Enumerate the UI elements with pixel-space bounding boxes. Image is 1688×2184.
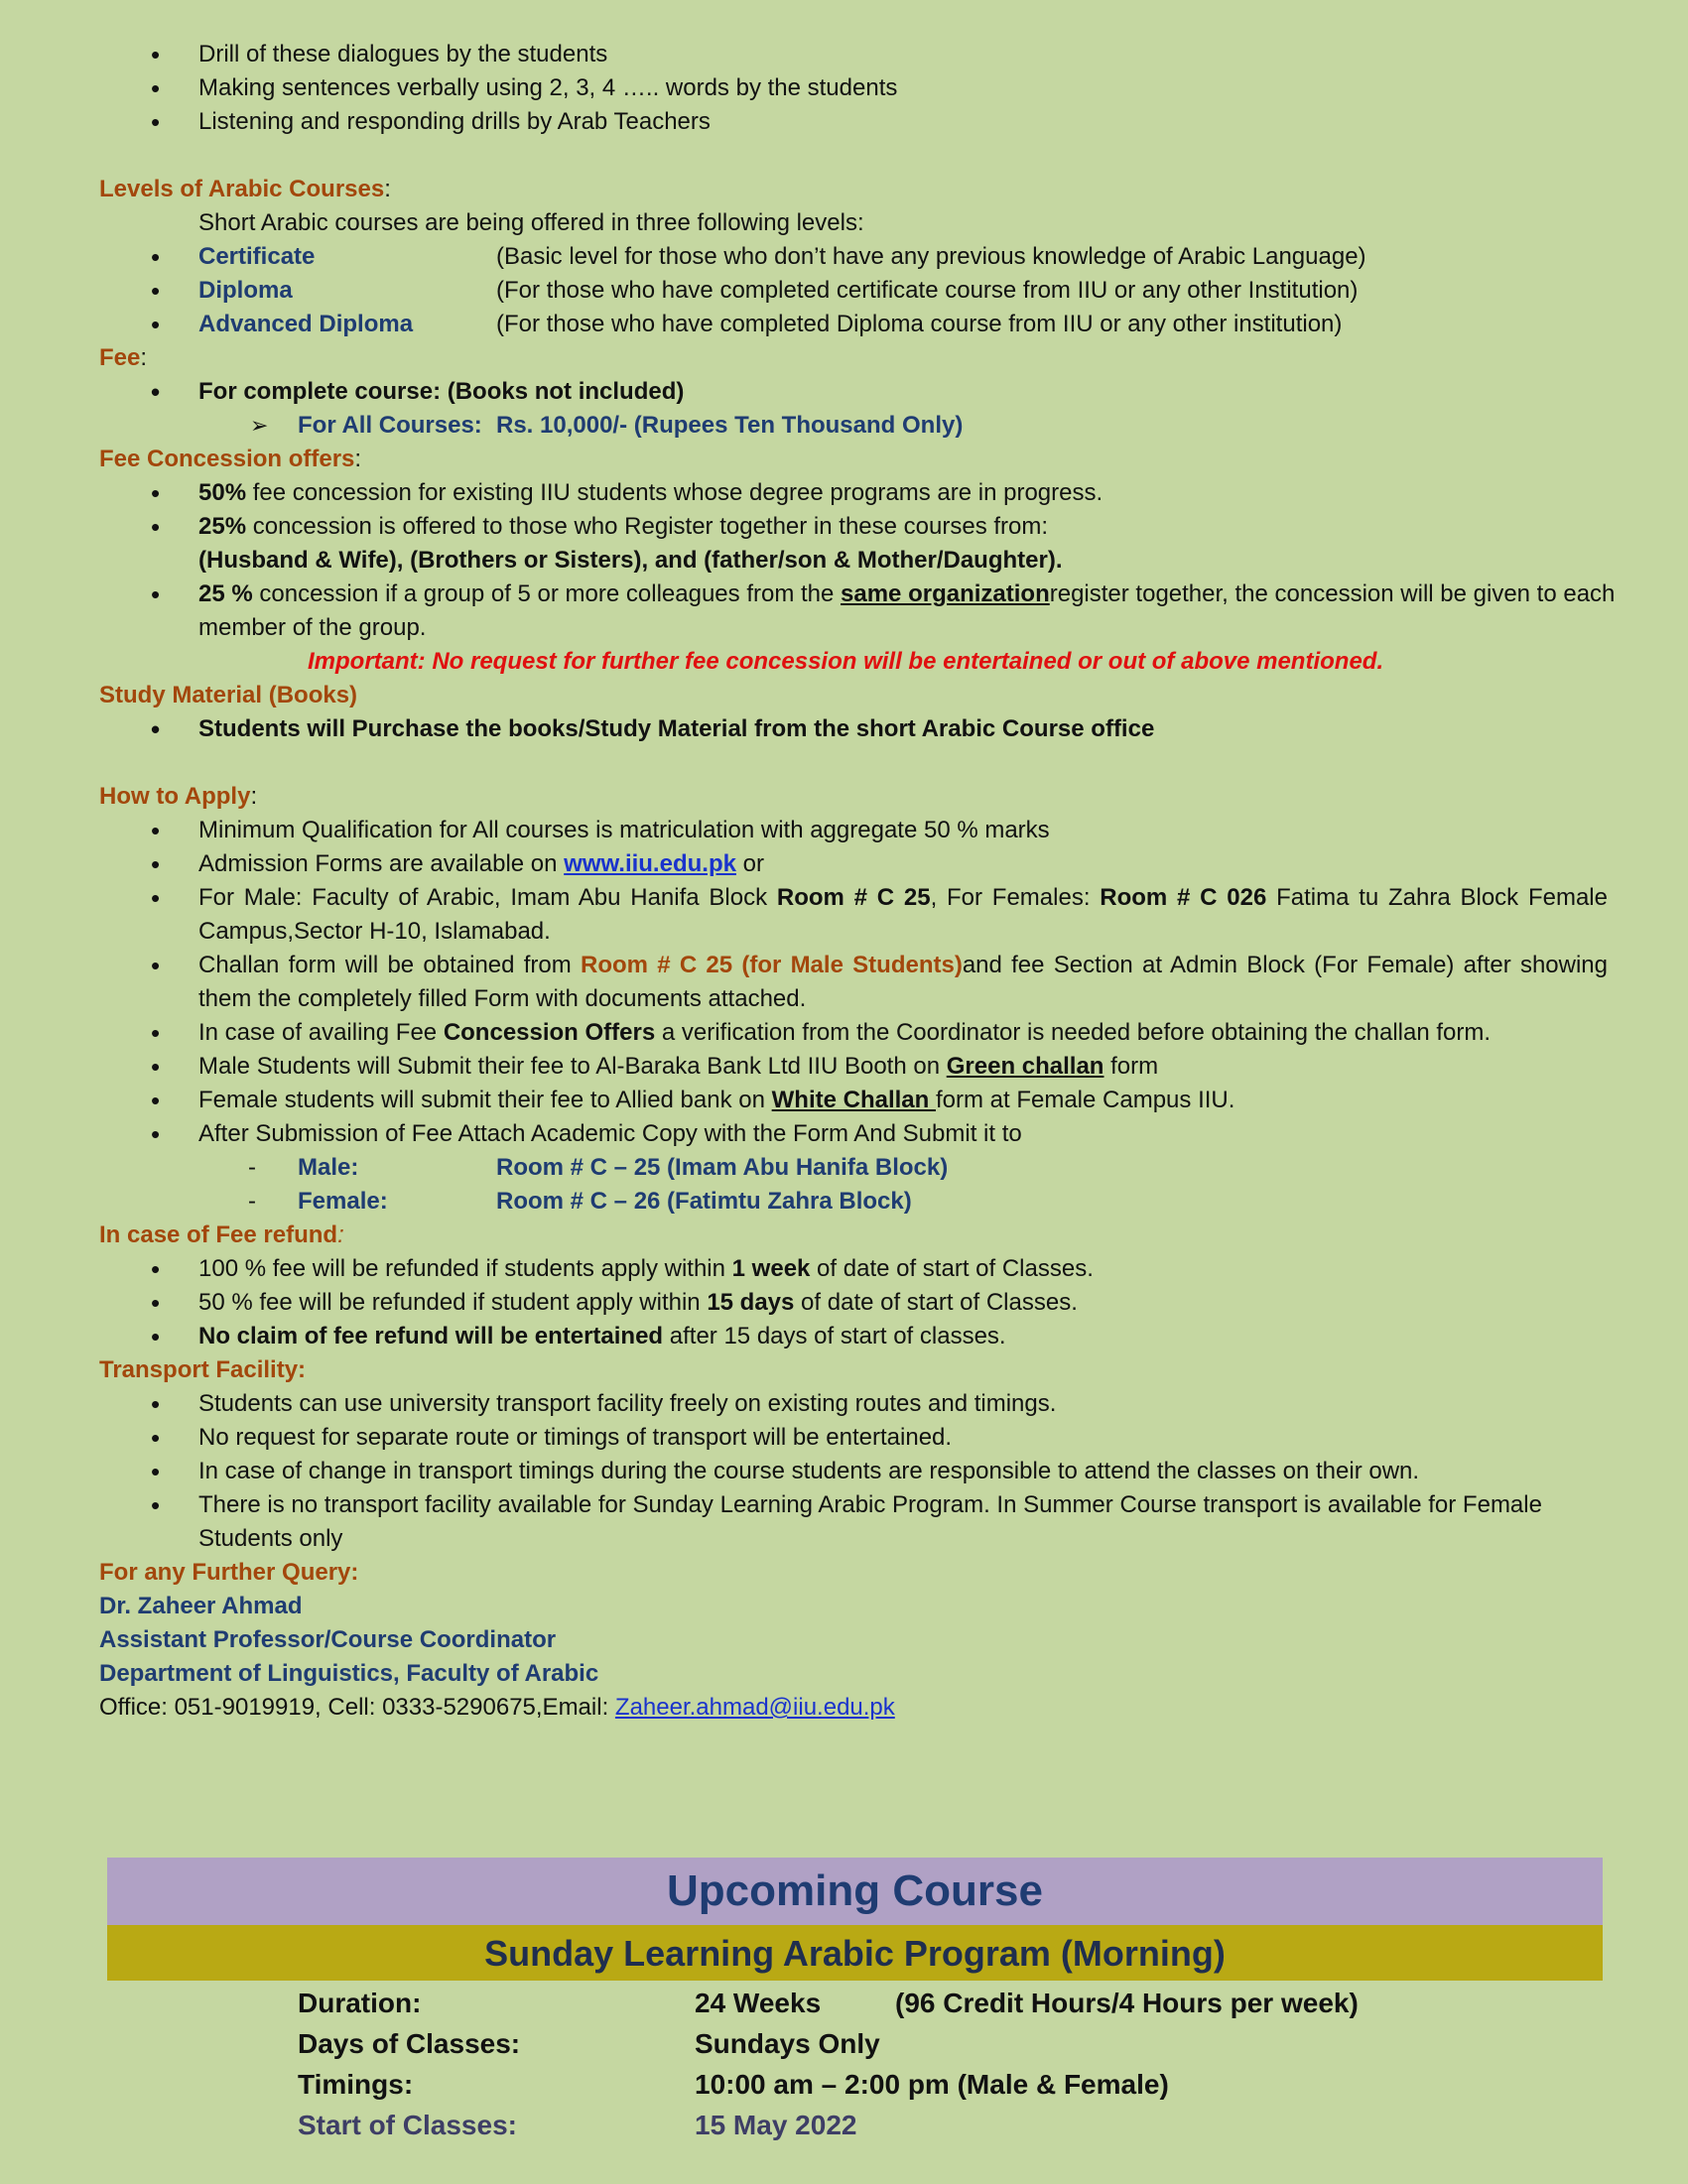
study-material-list xyxy=(99,712,1618,746)
level-item-advanced-diploma: • Advanced Diploma (For those who have completed Diploma course from IIU or any other institution) xyxy=(99,308,1618,341)
list-item: • Listening and responding drills by Arab Teachers xyxy=(99,105,1618,139)
list-item: • Female students will submit their fee to Allied bank on White Challan form at Female Campus IIU. xyxy=(99,1084,1618,1117)
concession-item: • 50% fee concession for existing IIU students whose degree programs are in progress. xyxy=(99,476,1618,510)
query-heading: For any Further Query: xyxy=(99,1559,359,1586)
refund-list xyxy=(99,1252,1618,1353)
transport-heading: Transport Facility: xyxy=(99,1356,307,1383)
transport-list xyxy=(99,1387,1618,1556)
coordinator-department: Department of Linguistics, Faculty of Arabic xyxy=(99,1660,599,1687)
list-item: • For Male: Faculty of Arabic, Imam Abu Hanifa Block Room # C 25, For Females: Room # C 026 Fatima tu Zahra Block Female Campus,Sector H-10, Islamabad. xyxy=(99,881,1618,949)
upcoming-course-banner xyxy=(107,1858,1603,1981)
submit-male: - Male: Room # C – 25 (Imam Abu Hanifa Block) xyxy=(99,1151,1618,1185)
levels-list xyxy=(99,240,1618,341)
how-to-apply-list xyxy=(99,814,1618,1219)
refund-heading: In case of Fee refund: xyxy=(99,1221,344,1248)
how-to-apply-heading: How to Apply: xyxy=(99,783,258,810)
list-item: • Challan form will be obtained from Room # C 25 (for Male Students)and fee Section at Admin Block (For Female) after showing them the completely filled Form with documents attached. xyxy=(99,949,1618,1016)
coordinator-title: Assistant Professor/Course Coordinator xyxy=(99,1626,557,1653)
upcoming-course-title: Upcoming Course xyxy=(107,1858,1603,1925)
duration-row: Duration: 24 Weeks (96 Credit Hours/4 Hours per week) xyxy=(298,1988,1359,2018)
study-material-heading: Study Material (Books) xyxy=(99,682,358,708)
list-item: • In case of change in transport timings during the course students are responsible to attend the classes on their own. xyxy=(99,1455,1618,1488)
fee-heading: Fee: xyxy=(99,344,148,371)
concession-item: • 25 % concession if a group of 5 or more colleagues from the same organizationregister together, the concession will be given to each member of the group. xyxy=(99,578,1618,645)
list-item: • 50 % fee will be refunded if student apply within 15 days of date of start of Classes. xyxy=(99,1286,1618,1320)
timings-row: Timings: 10:00 am – 2:00 pm (Male & Female) xyxy=(298,2069,1169,2100)
list-item: • Male Students will Submit their fee to Al-Baraka Bank Ltd IIU Booth on Green challan form xyxy=(99,1050,1618,1084)
course-details xyxy=(298,1983,1489,2145)
list-item: • After Submission of Fee Attach Academic Copy with the Form And Submit it to xyxy=(99,1117,1618,1151)
list-item: • 100 % fee will be refunded if students apply within 1 week of date of start of Classes. xyxy=(99,1252,1618,1286)
level-item-certificate: • Certificate (Basic level for those who don’t have any previous knowledge of Arabic Language) xyxy=(99,240,1618,274)
fee-complete-course: • For complete course: (Books not included) xyxy=(99,375,1618,409)
concession-heading: Fee Concession offers: xyxy=(99,446,362,472)
submit-female: - Female: Room # C – 26 (Fatimtu Zahra Block) xyxy=(99,1185,1618,1219)
list-item: • Admission Forms are available on www.iiu.edu.pk or xyxy=(99,847,1618,881)
contact-line: Office: 051-9019919, Cell: 0333-5290675,Email: Zaheer.ahmad@iiu.edu.pk xyxy=(99,1694,895,1721)
upcoming-course-subtitle: Sunday Learning Arabic Program (Morning) xyxy=(107,1925,1603,1981)
concession-item: • 25% concession is offered to those who Register together in these courses from: (Husband & Wife), (Brothers or Sisters), and (father/son & Mother/Daughter). xyxy=(99,510,1618,578)
important-notice: Important: No request for further fee concession will be entertained or out of above mentioned. xyxy=(308,648,1384,675)
list-item: • No request for separate route or timings of transport will be entertained. xyxy=(99,1421,1618,1455)
list-item: • In case of availing Fee Concession Offers a verification from the Coordinator is needed before obtaining the challan form. xyxy=(99,1016,1618,1050)
email-link[interactable]: Zaheer.ahmad@iiu.edu.pk xyxy=(614,1694,895,1721)
list-item: • No claim of fee refund will be entertained after 15 days of start of classes. xyxy=(99,1320,1618,1353)
start-row: Start of Classes: 15 May 2022 xyxy=(298,2110,857,2140)
list-item: • Students will Purchase the books/Study Material from the short Arabic Course office xyxy=(99,712,1618,746)
dialogue-drills-list xyxy=(99,38,1618,139)
list-item: • Making sentences verbally using 2, 3, 4 ….. words by the students xyxy=(99,71,1618,105)
list-item: • There is no transport facility available for Sunday Learning Arabic Program. In Summer Course transport is available for Female Students only xyxy=(99,1488,1618,1556)
fee-list xyxy=(99,375,1618,443)
days-row: Days of Classes: Sundays Only xyxy=(298,2028,880,2059)
list-item: • Drill of these dialogues by the students xyxy=(99,38,1618,71)
levels-intro: Short Arabic courses are being offered in three following levels: xyxy=(198,209,864,236)
level-item-diploma: • Diploma (For those who have completed certificate course from IIU or any other Institution) xyxy=(99,274,1618,308)
fee-all-courses: ➢ For All Courses: Rs. 10,000/- (Rupees Ten Thousand Only) xyxy=(99,409,1618,443)
list-item: • Minimum Qualification for All courses is matriculation with aggregate 50 % marks xyxy=(99,814,1618,847)
document-body xyxy=(99,38,1618,1725)
list-item: • Students can use university transport facility freely on existing routes and timings. xyxy=(99,1387,1618,1421)
website-link[interactable]: www.iiu.edu.pk xyxy=(564,850,736,877)
levels-heading: Levels of Arabic Courses: xyxy=(99,176,391,202)
concession-list xyxy=(99,476,1618,645)
coordinator-name: Dr. Zaheer Ahmad xyxy=(99,1593,303,1619)
